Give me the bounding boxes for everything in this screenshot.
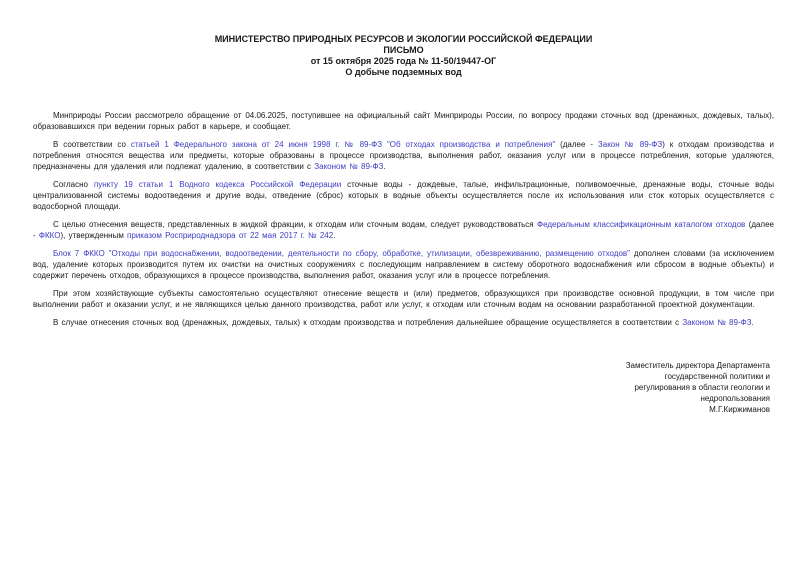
legal-reference-link[interactable]: статьей 1 Федерального закона от 24 июня 1998 г. № 89-ФЗ "Об отходах производства и потребления" xyxy=(130,140,556,149)
text-segment: Согласно xyxy=(53,180,94,189)
paragraph xyxy=(33,139,774,172)
legal-reference-link[interactable]: пункту 19 статьи 1 Водного кодекса Российской Федерации xyxy=(93,180,342,189)
legal-reference-link[interactable]: приказом Росприроднадзора от 22 мая 2017 г. № 242 xyxy=(127,231,334,240)
paragraph xyxy=(33,317,774,328)
signature-block xyxy=(0,360,770,415)
text-segment: При этом хозяйствующие субъекты самостоятельно осуществляют отнесение веществ и (или) предметов, образующихся при производстве основной продукции, в том числе при выполнении работ и оказании услуг, и не являющихся целью данного производства, работ или услуг, к отходам или сточным водам на основании разработанной проектной документации. xyxy=(33,289,774,309)
document-type: ПИСЬМО xyxy=(383,45,424,55)
document-header xyxy=(0,0,807,78)
legal-reference-link[interactable]: Законом № 89-ФЗ xyxy=(314,162,384,171)
text-segment: (далее - xyxy=(555,140,598,149)
ministry-title: МИНИСТЕРСТВО ПРИРОДНЫХ РЕСУРСОВ И ЭКОЛОГИИ РОССИЙСКОЙ ФЕДЕРАЦИИ xyxy=(214,34,593,44)
paragraph xyxy=(33,110,774,132)
text-segment: дополнен словами (за исключением вод, удаление которых производится путем их очистки на очистных сооружениях с последующим направлением в систему оборотного водоснабжения или сбросом в водные объекты) и содержит перечень отходов, образующихся в процессе производства, выполнения работ, оказания услуг или в процессе потребления. xyxy=(33,249,774,280)
text-segment: В соответствии со xyxy=(53,140,131,149)
text-segment: . xyxy=(383,162,386,171)
legal-reference-link[interactable]: Законом № 89-ФЗ xyxy=(682,318,752,327)
text-segment: (далее - xyxy=(33,220,774,240)
signer-title-line: регулирования в области геологии и xyxy=(634,383,770,392)
paragraph xyxy=(33,179,774,212)
text-segment: . xyxy=(751,318,754,327)
signer-title-line: недропользования xyxy=(700,394,770,403)
legal-reference-link[interactable]: Блок 7 ФККО "Отходы при водоснабжении, водоотведении, деятельности по сбору, обработке, утилизации, обезвреживанию, размещению отходов" xyxy=(53,249,630,258)
paragraph xyxy=(33,219,774,241)
text-segment: . xyxy=(333,231,336,240)
text-segment: ), утвержденным xyxy=(60,231,128,240)
text-segment: С целью отнесения веществ, представленных в жидкой фракции, к отходам или сточным водам, следует руководствоваться xyxy=(53,220,537,229)
document-subject: О добыче подземных вод xyxy=(345,67,462,77)
paragraph xyxy=(33,288,774,310)
signer-title-line: Заместитель директора Департамента xyxy=(625,361,770,370)
text-segment: Минприроды России рассмотрело обращение от 04.06.2025, поступившее на официальный сайт Минприроды России, по вопросу продажи сточных вод (дренажных, дождевых, талых), образовавшихся при ведении горных работ в карьере, и сообщает. xyxy=(33,111,774,131)
signer-name: М.Г.Киржиманов xyxy=(709,405,770,414)
text-segment: сточные воды - дождевые, талые, инфильтрационные, поливомоечные, дренажные воды, сточные воды централизованной системы водоотведения и другие воды, отведение (сброс) которых в водные объекты осуществляется после их использования или сток которых осуществляется с водосборной площади. xyxy=(33,180,774,211)
paragraph xyxy=(33,248,774,281)
document-date-number: от 15 октября 2025 года № 11-50/19447-ОГ xyxy=(310,56,497,66)
legal-reference-link[interactable]: ФККО xyxy=(38,231,61,240)
legal-reference-link[interactable]: Федеральным классификационным каталогом отходов xyxy=(537,220,746,229)
legal-reference-link[interactable]: Закон № 89-ФЗ xyxy=(597,140,663,149)
text-segment: ) к отходам производства и потребления относятся вещества или предметы, которые образованы в процессе производства, выполнения работ, оказания услуг или в процессе потребления, которые удаляются, предназначены для удаления или подлежат удалению, в соответствии с xyxy=(33,140,774,171)
text-segment: В случае отнесения сточных вод (дренажных, дождевых, талых) к отходам производства и потребления дальнейшее обращение осуществляется в соответствии с xyxy=(53,318,683,327)
signer-title-line: государственной политики и xyxy=(664,372,770,381)
document-body xyxy=(33,110,774,328)
